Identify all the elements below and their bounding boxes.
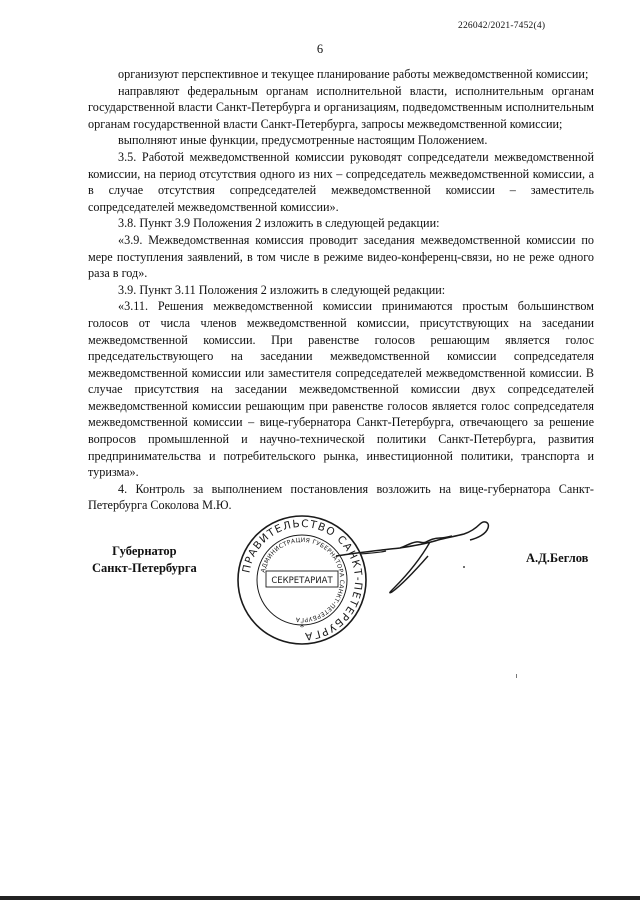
paragraph: 4. Контроль за выполнением постановления возложить на вице-губернатора Санкт-Петербурга Соколова М.Ю. (88, 481, 594, 513)
paragraph: выполняют иные функции, предусмотренные настоящим Положением. (118, 133, 488, 148)
paragraph: организуют перспективное и текущее планирование работы межведомственной комиссии; (118, 67, 589, 81)
paragraph: «3.11. Решения межведомственной комиссии принимаются простым большинством голосов от числа членов межведомственной комиссии, присутствующих на заседании межведомственной комиссии. При равенстве голосов решающим является голос председательствующего на заседании межведомственной комиссии сопредседателя межведомственной комиссии или заместителя сопредседателей межведомственной комиссии. В случае присутствия на заседании межведомственной комиссии двух сопредседателей межведомственной комиссии решающим при равенстве голосов является голос сопредседателя межведомственной комиссии – вице-губернатора Санкт-Петербурга, отвечающего за решение вопросов промышленной и научно-технической политики Санкт-Петербурга, развития предпринимательства и потребительского рынка, инвестиционной политики, транспорта и туризма». (88, 299, 594, 480)
page-number: 6 (316, 42, 324, 56)
bottom-border (0, 896, 640, 900)
svg-text:*: * (299, 623, 305, 633)
document-body (88, 66, 594, 514)
stamp-outer-text: ПРАВИТЕЛЬСТВО САНКТ-ПЕТЕРБУРГА (240, 517, 365, 643)
signatory-title (92, 543, 197, 577)
signatory-title-line1: Губернатор (112, 544, 177, 558)
stamp-center-text: СЕКРЕТАРИАТ (271, 576, 333, 586)
stamp-inner-text: АДМИНИСТРАЦИЯ ГУБЕРНАТОРА САНКТ-ПЕТЕРБУРГА (259, 536, 346, 624)
paragraph: 3.8. Пункт 3.9 Положения 2 изложить в следующей редакции: (118, 216, 440, 231)
paragraph: направляют федеральным органам исполнительной власти, исполнительным органам государственной власти Санкт-Петербурга и организациям, подведомственным исполнительным органам государственной власти Санкт-Петербурга, запросы межведомственной комиссии; (88, 83, 594, 131)
paragraph: 3.5. Работой межведомственной комиссии руководят сопредседатели межведомственной комиссии, на период отсутствия одного из них – сопредседатель межведомственной комиссии, а в случае отсутствия сопредседателей межведомственной комиссии – заместитель сопредседателей межведомственной комиссии». (88, 149, 594, 214)
ink-dot (463, 566, 465, 568)
handwritten-signature (330, 516, 500, 598)
paragraph: «3.9. Межведомственная комиссия проводит заседания межведомственной комиссии по мере поступления заявлений, в том числе в режиме видео-конференц-связи, но не реже одного раза в год». (88, 232, 594, 281)
paragraph: 3.9. Пункт 3.11 Положения 2 изложить в следующей редакции: (118, 282, 446, 297)
signatory-name: А.Д.Беглов (526, 551, 589, 565)
ink-mark (516, 674, 517, 678)
document-number: 226042/2021-7452(4) (458, 21, 546, 31)
signatory-title-line2: Санкт-Петербурга (92, 561, 197, 575)
